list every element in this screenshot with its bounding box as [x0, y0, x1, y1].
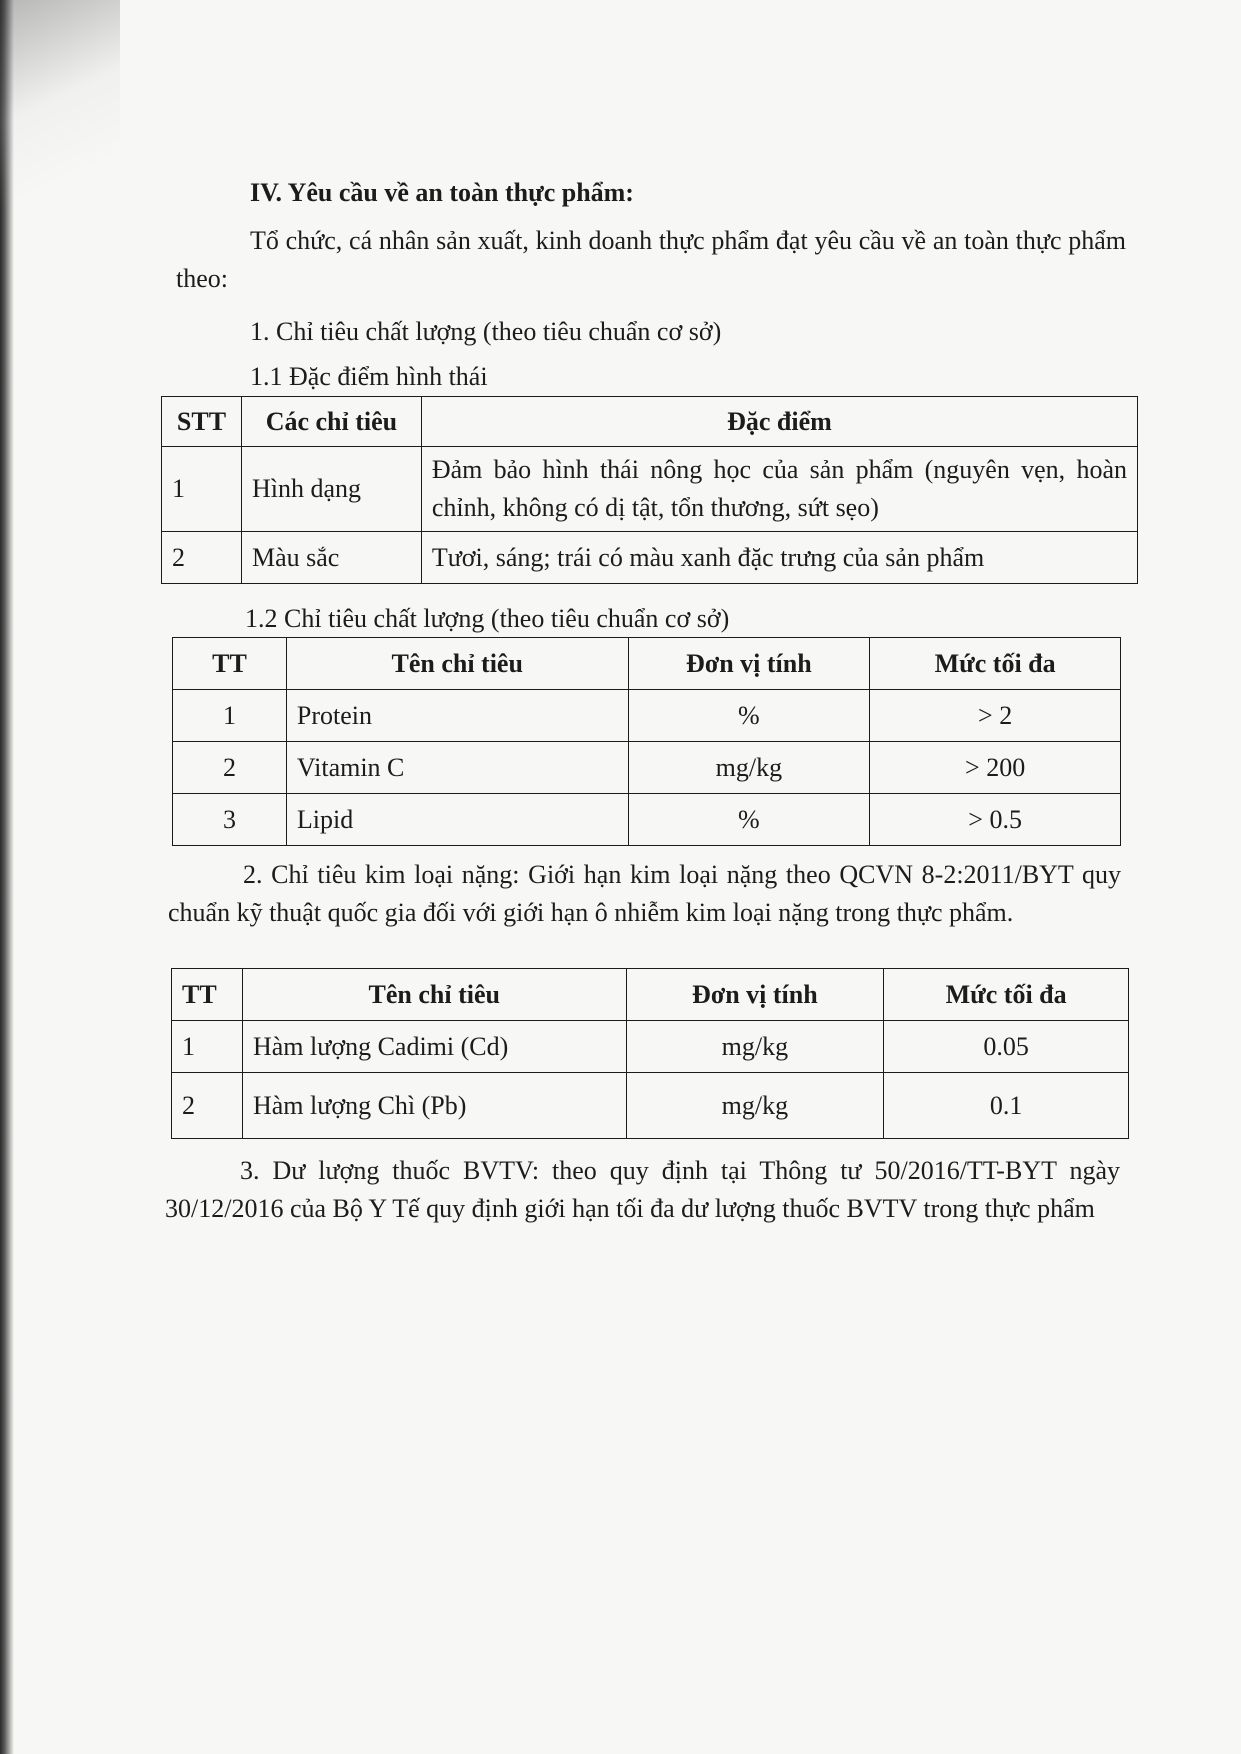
quality-indicators-table	[172, 637, 1121, 846]
heavy-metals-paragraph: 2. Chỉ tiêu kim loại nặng: Giới hạn kim loại nặng theo QCVN 8-2:2011/BYT quy chuẩn kỹ thuật quốc gia đối với giới hạn ô nhiễm kim loại nặng trong thực phẩm.	[168, 860, 1121, 927]
quality-indicators-title: 1.2 Chỉ tiêu chất lượng (theo tiêu chuẩn cơ sở)	[245, 604, 730, 633]
table-header-row	[162, 397, 1138, 447]
table-row	[162, 532, 1138, 584]
header-cell: Các chỉ tiêu	[241, 397, 421, 447]
header-cell: STT	[162, 397, 242, 447]
header-cell: Tên chỉ tiêu	[286, 638, 628, 690]
table-cell: 0.1	[884, 1073, 1129, 1139]
table-header-row	[173, 638, 1121, 690]
table-row	[172, 1021, 1129, 1073]
table-cell: Hàm lượng Chì (Pb)	[242, 1073, 626, 1139]
table-cell: 2	[162, 532, 242, 584]
section-heading: IV. Yêu cầu về an toàn thực phẩm:	[250, 178, 634, 207]
table-header-row	[172, 969, 1129, 1021]
header-cell: Đơn vị tính	[628, 638, 870, 690]
table-cell: mg/kg	[628, 742, 870, 794]
table-row	[173, 742, 1121, 794]
header-cell: TT	[173, 638, 287, 690]
morphology-title: 1.1 Đặc điểm hình thái	[250, 362, 488, 391]
table-cell: mg/kg	[626, 1021, 884, 1073]
intro-paragraph: Tổ chức, cá nhân sản xuất, kinh doanh thực phẩm đạt yêu cầu về an toàn thực phẩm theo:	[176, 226, 1126, 293]
table-cell: Đảm bảo hình thái nông học của sản phẩm (nguyên vẹn, hoàn chỉnh, không có dị tật, tổn thương, sứt sẹo)	[421, 447, 1137, 532]
table-cell: Hàm lượng Cadimi (Cd)	[242, 1021, 626, 1073]
table-cell: 2	[173, 742, 287, 794]
table-cell: %	[628, 794, 870, 846]
table-cell: 2	[172, 1073, 243, 1139]
header-cell: Tên chỉ tiêu	[242, 969, 626, 1021]
header-cell: Mức tối đa	[870, 638, 1121, 690]
quality-title: 1. Chỉ tiêu chất lượng (theo tiêu chuẩn cơ sở)	[250, 317, 722, 346]
table-cell: Tươi, sáng; trái có màu xanh đặc trưng của sản phẩm	[421, 532, 1137, 584]
table-row	[173, 794, 1121, 846]
table-cell: 0.05	[884, 1021, 1129, 1073]
table-row	[172, 1073, 1129, 1139]
table-cell: 1	[172, 1021, 243, 1073]
header-cell: TT	[172, 969, 243, 1021]
scan-corner-fold	[0, 0, 120, 300]
table-cell: > 0.5	[870, 794, 1121, 846]
table-cell: %	[628, 690, 870, 742]
table-row	[173, 690, 1121, 742]
pesticide-paragraph: 3. Dư lượng thuốc BVTV: theo quy định tại Thông tư 50/2016/TT-BYT ngày 30/12/2016 của Bộ Y Tế quy định giới hạn tối đa dư lượng thuốc BVTV trong thực phẩm	[165, 1156, 1120, 1223]
table-cell: Protein	[286, 690, 628, 742]
table-cell: 3	[173, 794, 287, 846]
table-cell: Màu sắc	[241, 532, 421, 584]
table-row	[162, 447, 1138, 532]
table-cell: Hình dạng	[241, 447, 421, 532]
table-cell: Lipid	[286, 794, 628, 846]
table-cell: > 2	[870, 690, 1121, 742]
morphology-table	[161, 396, 1138, 584]
header-cell: Đặc điểm	[421, 397, 1137, 447]
table-cell: > 200	[870, 742, 1121, 794]
table-cell: Vitamin C	[286, 742, 628, 794]
table-cell: 1	[173, 690, 287, 742]
header-cell: Mức tối đa	[884, 969, 1129, 1021]
table-cell: 1	[162, 447, 242, 532]
header-cell: Đơn vị tính	[626, 969, 884, 1021]
heavy-metals-table	[171, 968, 1129, 1139]
table-cell: mg/kg	[626, 1073, 884, 1139]
